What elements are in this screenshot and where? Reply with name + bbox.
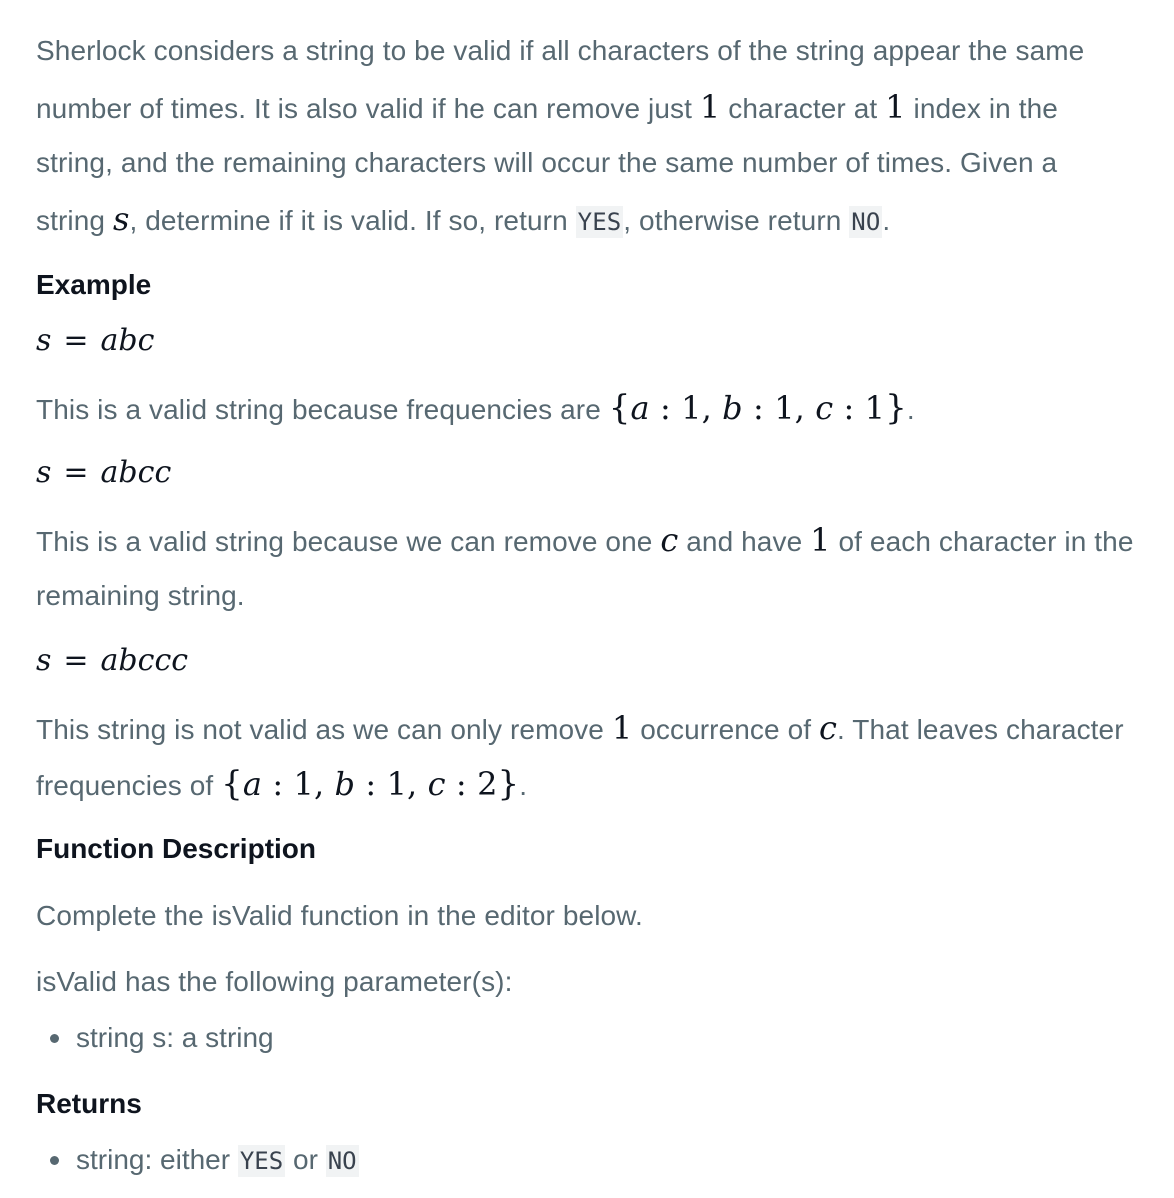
yes-code: YES: [239, 1147, 284, 1175]
example-2-explanation-line-2: remaining string.: [36, 580, 245, 611]
example-3-equation: s = abccc: [36, 643, 189, 678]
example-3-explanation-line-1: This string is not valid as we can only remove 1 occurrence of c. That leaves character: [36, 709, 1124, 747]
example-2-explanation-line-1: This is a valid string because we can remove one c and have 1 of each character in the: [36, 521, 1134, 559]
example-3-frequencies: {a : 1, b : 1, c : 2}: [221, 764, 520, 804]
no-code: NO: [851, 208, 881, 236]
example-3-explanation-line-2: frequencies of {a : 1, b : 1, c : 2}.: [36, 764, 528, 804]
returns-heading: Returns: [36, 1088, 142, 1119]
param-item: string s: a string: [76, 1022, 274, 1053]
returns-item: string: either YES or NO: [76, 1144, 357, 1175]
bullet-dot: [50, 1156, 59, 1165]
example-heading: Example: [36, 269, 152, 300]
yes-code: YES: [577, 208, 622, 236]
example-1-equation: s = abc: [36, 323, 155, 358]
bullet-dot: [50, 1034, 59, 1043]
function-description-text: Complete the isValid function in the editor below.: [36, 900, 643, 931]
no-code: NO: [327, 1147, 357, 1175]
example-2-equation: s = abcc: [36, 455, 172, 490]
example-1-frequencies: {a : 1, b : 1, c : 1}: [608, 388, 907, 428]
intro-line-1: Sherlock considers a string to be valid if all characters of the string appear the same: [36, 35, 1085, 66]
intro-line-3: string, and the remaining characters will occur the same number of times. Given a: [36, 147, 1058, 178]
function-description-heading: Function Description: [36, 833, 316, 864]
intro-line-4: string s, determine if it is valid. If so, return YES, otherwise return NO.: [36, 200, 891, 238]
example-1-explanation: This is a valid string because frequencies are {a : 1, b : 1, c : 1}.: [36, 388, 915, 428]
intro-line-2: number of times. It is also valid if he can remove just 1 character at 1 index in the: [36, 88, 1058, 126]
params-intro: isValid has the following parameter(s):: [36, 966, 513, 997]
